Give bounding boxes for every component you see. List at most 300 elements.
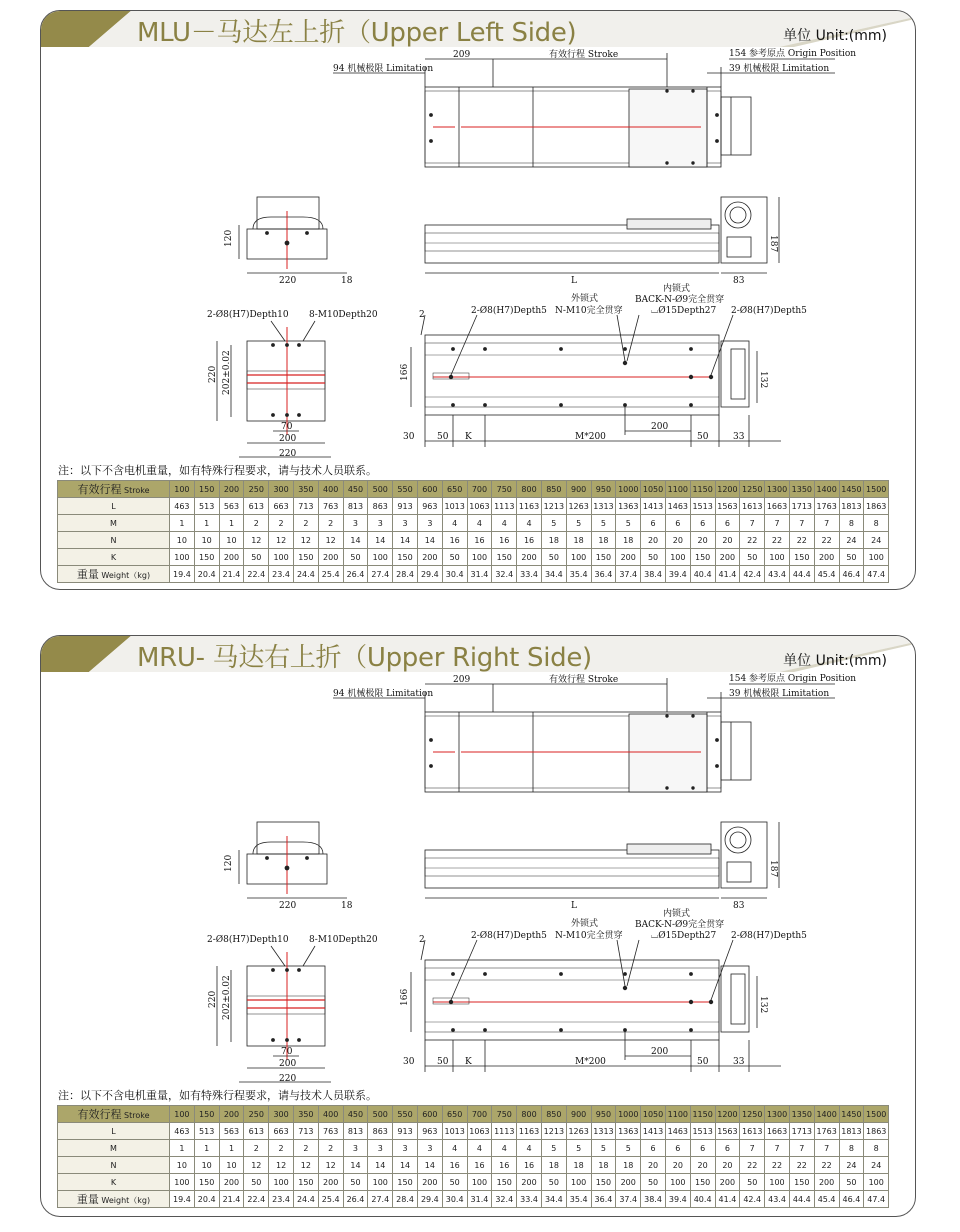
table-cell: 1050 bbox=[641, 1106, 666, 1123]
table-cell: 200 bbox=[814, 549, 839, 566]
table-cell: 8 bbox=[839, 515, 864, 532]
table-cell: 813 bbox=[343, 498, 368, 515]
table-cell: 350 bbox=[293, 1106, 318, 1123]
plan-view-block bbox=[247, 966, 325, 1046]
inner-lock-label: 内锁式 bbox=[663, 909, 691, 919]
table-cell: 1150 bbox=[690, 1106, 715, 1123]
table-cell: 150 bbox=[194, 481, 219, 498]
dim-50-right: 50 bbox=[697, 432, 709, 442]
table-cell: 863 bbox=[368, 498, 393, 515]
table-cell: 50 bbox=[839, 1174, 864, 1191]
row-header bbox=[58, 498, 170, 515]
row-header-sub: Stroke bbox=[124, 1111, 150, 1120]
hole-right-label: 2-Ø8(H7)Depth5 bbox=[731, 931, 807, 941]
table-cell: 650 bbox=[442, 481, 467, 498]
table-cell: 12 bbox=[269, 532, 294, 549]
spec-table bbox=[57, 480, 889, 583]
note: 注：以下不含电机重量，如有特殊行程要求，请与技术人员联系。 bbox=[58, 1089, 377, 1102]
table-cell: 18 bbox=[616, 1157, 641, 1174]
row-header bbox=[58, 1140, 170, 1157]
table-cell: 10 bbox=[219, 1157, 244, 1174]
table-cell: 26.4 bbox=[343, 1191, 368, 1208]
dim-200: 200 bbox=[279, 434, 297, 444]
table-cell: 150 bbox=[789, 1174, 814, 1191]
dim-220-bottom: 220 bbox=[279, 449, 297, 459]
section-mlu bbox=[40, 10, 916, 590]
table-cell: 1413 bbox=[641, 1123, 666, 1140]
table-cell: 1500 bbox=[864, 481, 889, 498]
table-cell: 8 bbox=[864, 1140, 889, 1157]
table-cell: 150 bbox=[293, 549, 318, 566]
table-cell: 20 bbox=[665, 1157, 690, 1174]
table-cell: 663 bbox=[269, 1123, 294, 1140]
table-cell: 713 bbox=[293, 1123, 318, 1140]
table-cell: 150 bbox=[194, 1106, 219, 1123]
table-cell: 4 bbox=[442, 515, 467, 532]
dim-K: K bbox=[465, 432, 472, 442]
dim-70: 70 bbox=[281, 1047, 293, 1057]
table-cell: 600 bbox=[417, 1106, 442, 1123]
table-cell: 14 bbox=[417, 532, 442, 549]
table-cell: 12 bbox=[318, 532, 343, 549]
table-cell: 24.4 bbox=[293, 566, 318, 583]
table-cell: 1200 bbox=[715, 481, 740, 498]
table-cell: 5 bbox=[616, 515, 641, 532]
table-cell: 6 bbox=[641, 515, 666, 532]
table-cell: 513 bbox=[194, 1123, 219, 1140]
table-cell: 200 bbox=[616, 549, 641, 566]
table-cell: 100 bbox=[467, 1174, 492, 1191]
table-cell: 200 bbox=[219, 549, 244, 566]
table-cell: 1213 bbox=[541, 498, 566, 515]
table-cell: 39.4 bbox=[665, 1191, 690, 1208]
table-cell: 34.4 bbox=[541, 1191, 566, 1208]
tap-label: 8-M10Depth20 bbox=[309, 935, 378, 945]
table-cell: 31.4 bbox=[467, 1191, 492, 1208]
table-cell: 200 bbox=[219, 1174, 244, 1191]
table-cell: 150 bbox=[393, 1174, 418, 1191]
side-view-body bbox=[425, 850, 719, 888]
table-cell: 1863 bbox=[864, 498, 889, 515]
table-cell: 22 bbox=[814, 532, 839, 549]
table-cell: 5 bbox=[591, 515, 616, 532]
table-cell: 1300 bbox=[765, 481, 790, 498]
table-cell: 20 bbox=[715, 532, 740, 549]
table-cell: 750 bbox=[492, 1106, 517, 1123]
table-cell: 3 bbox=[343, 1140, 368, 1157]
row-header bbox=[58, 481, 170, 498]
table-cell: 10 bbox=[194, 1157, 219, 1174]
table-cell: 10 bbox=[170, 532, 195, 549]
table-cell: 150 bbox=[690, 1174, 715, 1191]
table-cell: 12 bbox=[244, 1157, 269, 1174]
dim-220: 220 bbox=[279, 276, 297, 286]
table-cell: 1513 bbox=[690, 498, 715, 515]
table-cell: 200 bbox=[219, 481, 244, 498]
row-header-main: K bbox=[110, 552, 117, 562]
table-cell: 22 bbox=[765, 532, 790, 549]
table-cell: 19.4 bbox=[170, 1191, 195, 1208]
table-cell: 16 bbox=[492, 532, 517, 549]
table-cell: 150 bbox=[194, 1174, 219, 1191]
table-cell: 1350 bbox=[789, 481, 814, 498]
table-cell: 22.4 bbox=[244, 1191, 269, 1208]
table-cell: 100 bbox=[566, 1174, 591, 1191]
table-cell: 39.4 bbox=[665, 566, 690, 583]
table-cell: 27.4 bbox=[368, 566, 393, 583]
table-cell: 6 bbox=[715, 515, 740, 532]
dim-200: 200 bbox=[279, 1059, 297, 1069]
unit-label: 单位 Unit:(mm) bbox=[783, 28, 887, 44]
row-header bbox=[58, 1106, 170, 1123]
table-cell: 12 bbox=[269, 1157, 294, 1174]
table-cell: 14 bbox=[417, 1157, 442, 1174]
dim-166: 166 bbox=[400, 988, 410, 1006]
table-cell: 150 bbox=[492, 1174, 517, 1191]
table-cell: 18 bbox=[566, 532, 591, 549]
table-cell: 200 bbox=[715, 1174, 740, 1191]
technical-drawing bbox=[41, 11, 916, 461]
table-cell: 30.4 bbox=[442, 1191, 467, 1208]
table-cell: 14 bbox=[368, 1157, 393, 1174]
table-cell: 3 bbox=[393, 1140, 418, 1157]
table-cell: 22 bbox=[814, 1157, 839, 1174]
table-cell: 1363 bbox=[616, 498, 641, 515]
table-cell: 1413 bbox=[641, 498, 666, 515]
table-cell: 150 bbox=[293, 1174, 318, 1191]
table-cell: 150 bbox=[789, 549, 814, 566]
hole-left-label: 2-Ø8(H7)Depth10 bbox=[207, 310, 289, 320]
dim-limit-39: 39 机械极限 Limitation bbox=[729, 689, 830, 699]
table-cell: 12 bbox=[293, 532, 318, 549]
table-cell: 20 bbox=[715, 1157, 740, 1174]
table-cell: 100 bbox=[170, 1106, 195, 1123]
table-cell: 29.4 bbox=[417, 566, 442, 583]
row-header bbox=[58, 532, 170, 549]
table-cell: 613 bbox=[244, 1123, 269, 1140]
inner-lock-spec-2: ⌴Ø15Depth27 bbox=[651, 306, 717, 316]
table-cell: 20 bbox=[641, 532, 666, 549]
dim-83: 83 bbox=[733, 901, 745, 911]
table-cell: 7 bbox=[814, 515, 839, 532]
dim-200-pitch: 200 bbox=[651, 1047, 669, 1057]
table-cell: 900 bbox=[566, 1106, 591, 1123]
row-header-main: K bbox=[110, 1177, 117, 1187]
outer-lock-label: 外锁式 bbox=[571, 294, 599, 304]
table-cell: 25.4 bbox=[318, 566, 343, 583]
table-cell: 50 bbox=[442, 1174, 467, 1191]
table-cell: 1 bbox=[170, 1140, 195, 1157]
table-cell: 41.4 bbox=[715, 1191, 740, 1208]
table-cell: 30.4 bbox=[442, 566, 467, 583]
table-cell: 27.4 bbox=[368, 1191, 393, 1208]
table-cell: 613 bbox=[244, 498, 269, 515]
table-cell: 10 bbox=[194, 532, 219, 549]
dim-209: 209 bbox=[453, 50, 471, 60]
dim-limit-39: 39 机械极限 Limitation bbox=[729, 64, 830, 74]
table-cell: 150 bbox=[393, 549, 418, 566]
row-header-sub: Stroke bbox=[124, 486, 150, 495]
table-cell: 25.4 bbox=[318, 1191, 343, 1208]
table-cell: 1313 bbox=[591, 1123, 616, 1140]
table-cell: 33.4 bbox=[517, 1191, 542, 1208]
table-cell: 713 bbox=[293, 498, 318, 515]
table-row bbox=[58, 532, 889, 549]
table-cell: 19.4 bbox=[170, 566, 195, 583]
table-cell: 23.4 bbox=[269, 1191, 294, 1208]
table-cell: 750 bbox=[492, 481, 517, 498]
table-cell: 16 bbox=[442, 1157, 467, 1174]
section-title: MRU- 马达右上折（Upper Right Side) bbox=[137, 643, 592, 673]
table-cell: 150 bbox=[591, 1174, 616, 1191]
table-cell: 1 bbox=[194, 1140, 219, 1157]
table-cell: 200 bbox=[417, 1174, 442, 1191]
table-cell: 800 bbox=[517, 1106, 542, 1123]
table-cell: 12 bbox=[318, 1157, 343, 1174]
outer-lock-spec: N-M10完全贯穿 bbox=[555, 931, 623, 941]
dim-18: 18 bbox=[341, 901, 353, 911]
table-cell: 1163 bbox=[517, 1123, 542, 1140]
table-cell: 24.4 bbox=[293, 1191, 318, 1208]
table-cell: 24 bbox=[839, 532, 864, 549]
table-cell: 28.4 bbox=[393, 1191, 418, 1208]
dim-132: 132 bbox=[758, 996, 768, 1014]
table-cell: 100 bbox=[665, 1174, 690, 1191]
top-view-motor bbox=[721, 97, 751, 155]
dim-origin: 154 参考原点 Origin Position bbox=[729, 49, 857, 59]
table-cell: 1350 bbox=[789, 1106, 814, 1123]
table-cell: 41.4 bbox=[715, 566, 740, 583]
table-cell: 450 bbox=[343, 481, 368, 498]
dim-stroke: 有效行程 Stroke bbox=[549, 675, 619, 685]
dim-83: 83 bbox=[733, 276, 745, 286]
table-cell: 200 bbox=[219, 1106, 244, 1123]
row-header-main: L bbox=[111, 1126, 116, 1136]
hole-left-label: 2-Ø8(H7)Depth10 bbox=[207, 935, 289, 945]
table-cell: 14 bbox=[343, 1157, 368, 1174]
table-cell: 6 bbox=[641, 1140, 666, 1157]
outer-lock-spec: N-M10完全贯穿 bbox=[555, 306, 623, 316]
table-cell: 1250 bbox=[740, 481, 765, 498]
inner-lock-spec-2: ⌴Ø15Depth27 bbox=[651, 931, 717, 941]
table-cell: 10 bbox=[219, 532, 244, 549]
table-cell: 100 bbox=[864, 1174, 889, 1191]
table-cell: 1 bbox=[219, 1140, 244, 1157]
table-cell: 8 bbox=[864, 515, 889, 532]
table-cell: 16 bbox=[442, 532, 467, 549]
row-header bbox=[58, 1174, 170, 1191]
table-cell: 3 bbox=[368, 515, 393, 532]
table-cell: 2 bbox=[318, 515, 343, 532]
table-cell: 24 bbox=[839, 1157, 864, 1174]
dim-50-right: 50 bbox=[697, 1057, 709, 1067]
table-cell: 50 bbox=[740, 1174, 765, 1191]
dim-limit-94: 94 机械极限 Limitation bbox=[333, 64, 434, 74]
table-cell: 5 bbox=[566, 1140, 591, 1157]
row-header bbox=[58, 1191, 170, 1208]
table-cell: 200 bbox=[616, 1174, 641, 1191]
row-header-main: 重量 bbox=[76, 1193, 99, 1206]
table-cell: 250 bbox=[244, 481, 269, 498]
dim-M200: M*200 bbox=[575, 432, 606, 442]
table-row bbox=[58, 1174, 889, 1191]
table-cell: 1663 bbox=[765, 1123, 790, 1140]
table-cell: 650 bbox=[442, 1106, 467, 1123]
dim-L: L bbox=[571, 901, 577, 911]
table-cell: 100 bbox=[566, 549, 591, 566]
table-row bbox=[58, 549, 889, 566]
table-cell: 20.4 bbox=[194, 566, 219, 583]
table-row bbox=[58, 481, 889, 498]
plan-view-block bbox=[247, 341, 325, 421]
table-cell: 400 bbox=[318, 1106, 343, 1123]
row-header-main: M bbox=[110, 518, 117, 528]
table-cell: 45.4 bbox=[814, 1191, 839, 1208]
table-cell: 6 bbox=[690, 515, 715, 532]
table-cell: 3 bbox=[417, 1140, 442, 1157]
table-cell: 16 bbox=[467, 532, 492, 549]
table-cell: 50 bbox=[740, 549, 765, 566]
dim-132: 132 bbox=[758, 371, 768, 389]
table-cell: 150 bbox=[690, 549, 715, 566]
table-cell: 43.4 bbox=[765, 1191, 790, 1208]
table-cell: 1563 bbox=[715, 498, 740, 515]
table-cell: 563 bbox=[219, 1123, 244, 1140]
table-cell: 300 bbox=[269, 481, 294, 498]
table-cell: 4 bbox=[517, 1140, 542, 1157]
table-cell: 800 bbox=[517, 481, 542, 498]
dim-120: 120 bbox=[224, 854, 234, 872]
table-cell: 7 bbox=[789, 515, 814, 532]
table-cell: 950 bbox=[591, 481, 616, 498]
table-cell: 50 bbox=[541, 549, 566, 566]
spec-table bbox=[57, 1105, 889, 1208]
table-cell: 29.4 bbox=[417, 1191, 442, 1208]
table-cell: 2 bbox=[244, 1140, 269, 1157]
table-cell: 1150 bbox=[690, 481, 715, 498]
table-row bbox=[58, 1106, 889, 1123]
row-header-main: N bbox=[110, 1160, 117, 1170]
dim-120: 120 bbox=[224, 229, 234, 247]
dim-33: 33 bbox=[733, 1057, 745, 1067]
table-cell: 200 bbox=[814, 1174, 839, 1191]
row-header-main: L bbox=[111, 501, 116, 511]
row-header-main: 有效行程 bbox=[77, 483, 122, 496]
table-cell: 37.4 bbox=[616, 566, 641, 583]
table-cell: 513 bbox=[194, 498, 219, 515]
table-cell: 4 bbox=[492, 1140, 517, 1157]
dim-202: 202±0.02 bbox=[222, 350, 232, 395]
table-cell: 21.4 bbox=[219, 566, 244, 583]
table-cell: 1563 bbox=[715, 1123, 740, 1140]
table-cell: 1500 bbox=[864, 1106, 889, 1123]
table-cell: 50 bbox=[541, 1174, 566, 1191]
table-cell: 7 bbox=[814, 1140, 839, 1157]
table-cell: 5 bbox=[566, 515, 591, 532]
row-header bbox=[58, 1157, 170, 1174]
table-cell: 14 bbox=[393, 532, 418, 549]
dim-2: 2 bbox=[419, 935, 425, 945]
table-cell: 5 bbox=[541, 1140, 566, 1157]
top-view-motor bbox=[721, 722, 751, 780]
table-cell: 31.4 bbox=[467, 566, 492, 583]
table-cell: 763 bbox=[318, 498, 343, 515]
table-cell: 20 bbox=[690, 1157, 715, 1174]
table-cell: 32.4 bbox=[492, 566, 517, 583]
table-cell: 7 bbox=[765, 515, 790, 532]
table-cell: 1100 bbox=[665, 481, 690, 498]
table-cell: 23.4 bbox=[269, 566, 294, 583]
table-cell: 40.4 bbox=[690, 1191, 715, 1208]
table-cell: 24 bbox=[864, 1157, 889, 1174]
table-cell: 22 bbox=[789, 1157, 814, 1174]
table-cell: 550 bbox=[393, 1106, 418, 1123]
table-cell: 34.4 bbox=[541, 566, 566, 583]
table-cell: 700 bbox=[467, 1106, 492, 1123]
table-cell: 43.4 bbox=[765, 566, 790, 583]
table-cell: 37.4 bbox=[616, 1191, 641, 1208]
table-cell: 1113 bbox=[492, 1123, 517, 1140]
table-cell: 50 bbox=[343, 1174, 368, 1191]
row-header bbox=[58, 1123, 170, 1140]
table-cell: 700 bbox=[467, 481, 492, 498]
table-cell: 1400 bbox=[814, 481, 839, 498]
table-cell: 1300 bbox=[765, 1106, 790, 1123]
table-cell: 50 bbox=[839, 549, 864, 566]
table-cell: 46.4 bbox=[839, 566, 864, 583]
table-cell: 200 bbox=[517, 549, 542, 566]
section-title: MLU－马达左上折（Upper Left Side) bbox=[137, 18, 577, 48]
table-cell: 35.4 bbox=[566, 566, 591, 583]
table-cell: 8 bbox=[839, 1140, 864, 1157]
table-cell: 100 bbox=[368, 549, 393, 566]
table-cell: 7 bbox=[765, 1140, 790, 1157]
table-cell: 100 bbox=[765, 1174, 790, 1191]
table-cell: 1250 bbox=[740, 1106, 765, 1123]
table-row bbox=[58, 1157, 889, 1174]
dim-origin: 154 参考原点 Origin Position bbox=[729, 674, 857, 684]
dim-220-side: 220 bbox=[208, 365, 218, 383]
table-cell: 1163 bbox=[517, 498, 542, 515]
table-cell: 6 bbox=[665, 515, 690, 532]
table-cell: 44.4 bbox=[789, 1191, 814, 1208]
table-cell: 1400 bbox=[814, 1106, 839, 1123]
row-header-sub: Weight（kg) bbox=[101, 1196, 151, 1205]
table-cell: 1113 bbox=[492, 498, 517, 515]
row-header-main: 有效行程 bbox=[77, 1108, 122, 1121]
table-cell: 913 bbox=[393, 1123, 418, 1140]
table-cell: 100 bbox=[665, 549, 690, 566]
table-cell: 22 bbox=[740, 1157, 765, 1174]
table-cell: 813 bbox=[343, 1123, 368, 1140]
table-cell: 100 bbox=[765, 549, 790, 566]
table-cell: 6 bbox=[665, 1140, 690, 1157]
table-cell: 36.4 bbox=[591, 566, 616, 583]
table-cell: 42.4 bbox=[740, 1191, 765, 1208]
inner-lock-label: 内锁式 bbox=[663, 284, 691, 294]
dim-166: 166 bbox=[400, 363, 410, 381]
table-cell: 200 bbox=[318, 549, 343, 566]
inner-lock-spec-1: BACK-N-Ø9完全贯穿 bbox=[635, 920, 725, 930]
dim-30: 30 bbox=[403, 1057, 415, 1067]
table-cell: 1363 bbox=[616, 1123, 641, 1140]
table-cell: 50 bbox=[244, 549, 269, 566]
table-cell: 35.4 bbox=[566, 1191, 591, 1208]
dim-30: 30 bbox=[403, 432, 415, 442]
inner-lock-spec-1: BACK-N-Ø9完全贯穿 bbox=[635, 295, 725, 305]
table-cell: 47.4 bbox=[864, 1191, 889, 1208]
table-cell: 850 bbox=[541, 481, 566, 498]
